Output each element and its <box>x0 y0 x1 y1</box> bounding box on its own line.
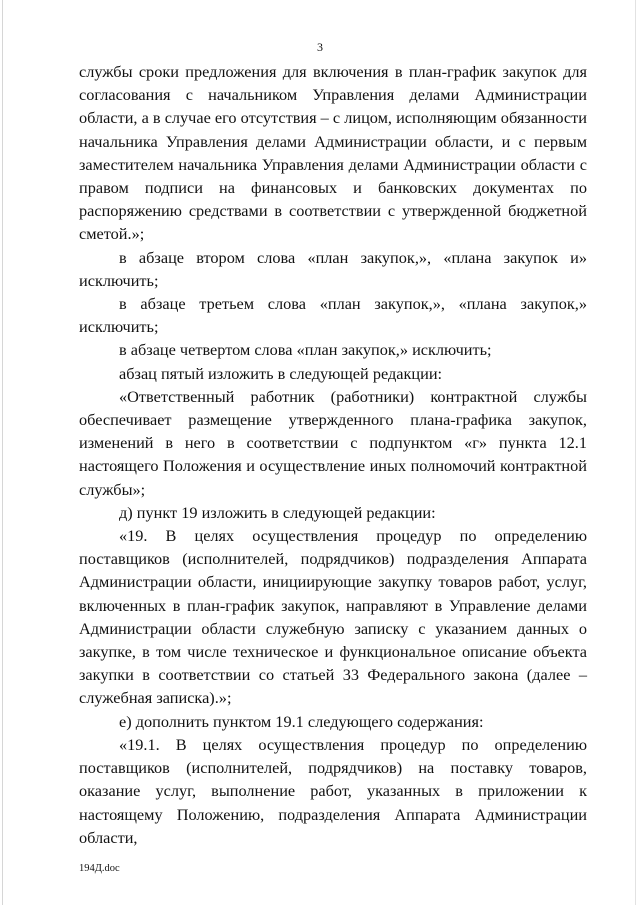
document-body <box>79 60 587 849</box>
paragraph: в абзаце втором слова «план закупок,», «плана закупок и» исключить; <box>79 247 587 290</box>
paragraph: «Ответственный работник (работники) контрактной службы обеспечивает размещение утвержденного плана-графика закупок, изменений в него в соответствии с подпунктом «г» пункта 12.1 настоящего Положения и осуществление иных полномочий контрактной службы»; <box>79 386 587 499</box>
paragraph: е) дополнить пунктом 19.1 следующего содержания: <box>119 711 484 731</box>
paragraph: в абзаце третьем слова «план закупок,», «плана закупок,» исключить; <box>79 294 587 337</box>
page-number: 3 <box>317 40 323 54</box>
scan-edge-right <box>635 0 636 905</box>
paragraph-continuation: службы сроки предложения для включения в план-график закупок для согласования с начальником Управления делами Администрации области, а в случае его отсутствия – с лицом, исполняющим обязанности начальника Управления делами Администрации области, и с первым заместителем начальника Управления делами Администрации области с правом подписи на финансовых и банковских документах по распоряжению средствами в соответствии с утвержденной бюджетной сметой.»; <box>79 62 587 244</box>
paragraph: в абзаце четвертом слова «план закупок,» исключить; <box>119 340 492 360</box>
paragraph: абзац пятый изложить в следующей редакции: <box>119 363 443 383</box>
footer-filename: 194Д.doc <box>79 863 120 874</box>
paragraph: «19.1. В целях осуществления процедур по определению поставщиков (исполнителей, подрядчиков) на поставку товаров, оказание услуг, выполнение работ, указанных в приложении к настоящему Положению, подразделения Аппарата Администрации области, <box>79 734 587 847</box>
paragraph: «19. В целях осуществления процедур по определению поставщиков (исполнителей, подрядчиков) подразделения Аппарата Администрации области, инициирующие закупку товаров работ, услуг, включенных в план-график закупок, направляют в Управление делами Администрации области служебную записку с указанием данных о закупке, в том числе техническое и функциональное описание объекта закупки в соответствии со статьей 33 Федерального закона (далее – служебная записка).»; <box>79 526 587 708</box>
scan-edge-left <box>2 0 3 905</box>
paragraph: д) пункт 19 изложить в следующей редакции: <box>119 502 436 522</box>
